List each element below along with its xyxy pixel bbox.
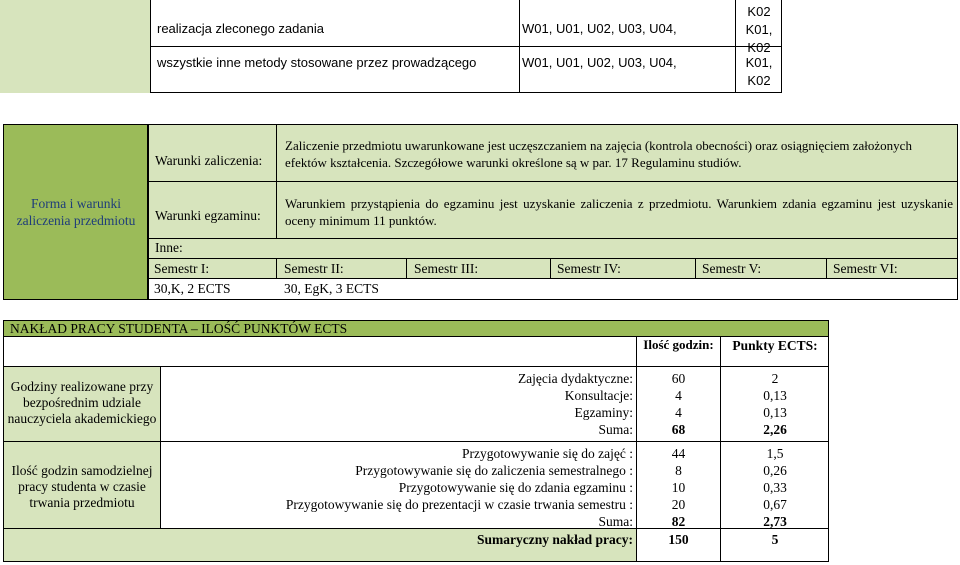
semester-label: Semestr IV: bbox=[557, 261, 621, 276]
group1-label: Godziny realizowane przy bezpośrednim udziale nauczyciela akademickiego bbox=[7, 379, 157, 426]
k-codes-2 bbox=[736, 54, 782, 90]
row-hours: 20 bbox=[671, 497, 686, 512]
row-label: Przygotowywanie się do zaliczenia semestralnego : bbox=[355, 463, 633, 478]
row-ects: 0,67 bbox=[763, 497, 787, 512]
sum-hours: 82 bbox=[671, 514, 686, 529]
inne-label: Inne: bbox=[155, 240, 183, 255]
row-hours: 10 bbox=[671, 480, 686, 495]
semester-values-row bbox=[149, 279, 957, 299]
total-hours: 150 bbox=[668, 532, 689, 547]
semester-label: Semestr III: bbox=[414, 261, 479, 276]
method-codes-2: W01, U01, U02, U03, U04, bbox=[522, 54, 677, 70]
row-ects: 2 bbox=[771, 371, 779, 386]
warunki-egzaminu-text: Warunkiem przystąpienia do egzaminu jest uzyskanie zaliczenia z przedmiotu. Warunkiem zdania egzaminu jest uzyskanie oceny minimum 11 punktów. bbox=[285, 196, 953, 228]
naklad-header-text: NAKŁAD PRACY STUDENTA – ILOŚĆ PUNKTÓW ECTS bbox=[10, 321, 348, 336]
row-hours: 44 bbox=[671, 446, 686, 461]
semester-value: 30,K, 2 ECTS bbox=[154, 281, 231, 296]
row-label: Przygotowywanie się do zdania egzaminu : bbox=[398, 480, 633, 495]
row-ects: 0,26 bbox=[763, 463, 787, 478]
row-ects: 1,5 bbox=[766, 446, 784, 461]
row-label: Egzaminy: bbox=[574, 405, 633, 420]
semester-value: 30, EgK, 3 ECTS bbox=[284, 281, 379, 296]
k-code: K01, bbox=[745, 22, 773, 37]
row-label: Przygotowywanie się do prezentacji w czasie trwania semestru : bbox=[285, 497, 633, 512]
warunki-egzaminu-label: Warunki egzaminu: bbox=[155, 207, 261, 223]
total-label: Sumaryczny nakład pracy: bbox=[476, 532, 633, 547]
group2-label: Ilość godzin samodzielnej pracy studenta w czasie trwania przedmiotu bbox=[11, 463, 153, 510]
sum-ects: 2,73 bbox=[763, 514, 787, 529]
semester-label: Semestr II: bbox=[284, 261, 344, 276]
semester-label: Semestr I: bbox=[154, 261, 210, 276]
k-codes-1 bbox=[736, 3, 782, 57]
sum-ects: 2,26 bbox=[763, 422, 787, 437]
k-code: K01, bbox=[745, 55, 773, 70]
semester-label: Semestr VI: bbox=[833, 261, 898, 276]
total-ects: 5 bbox=[771, 532, 779, 547]
row-label: Przygotowywanie się do zajęć : bbox=[462, 446, 633, 461]
row-hours: 4 bbox=[675, 405, 682, 420]
method-label-2: wszystkie inne metody stosowane przez prowadzącego bbox=[157, 54, 477, 70]
row-hours: 8 bbox=[675, 463, 682, 478]
warunki-zaliczenia-label: Warunki zaliczenia: bbox=[155, 152, 263, 168]
semester-label: Semestr V: bbox=[702, 261, 762, 276]
k-code: K02 bbox=[747, 40, 771, 55]
row-ects: 0,13 bbox=[763, 405, 787, 420]
col-hours-header: Ilość godzin: bbox=[643, 337, 714, 352]
top-left-band bbox=[0, 0, 150, 93]
row-label: Zajęcia dydaktyczne: bbox=[517, 371, 633, 386]
row-ects: 0,13 bbox=[763, 388, 787, 403]
sum-hours: 68 bbox=[671, 422, 686, 437]
method-codes-1: W01, U01, U02, U03, U04, bbox=[522, 20, 677, 36]
row-label: Konsultacje: bbox=[564, 388, 633, 403]
sum-label: Suma: bbox=[598, 514, 633, 529]
row-hours: 60 bbox=[671, 371, 686, 386]
k-code: K02 bbox=[747, 4, 771, 19]
row-ects: 0,33 bbox=[763, 480, 787, 495]
sum-label: Suma: bbox=[598, 422, 633, 437]
method-label-1: realizacja zleconego zadania bbox=[157, 20, 324, 36]
k-code: K02 bbox=[747, 73, 771, 88]
row-hours: 4 bbox=[675, 388, 682, 403]
warunki-zaliczenia-text: Zaliczenie przedmiotu uwarunkowane jest uczęszczaniem na zajęcia (kontrola obecności) oraz osiągnięciem założonych efektów kształcenia. Szczegółowe warunki określone są w par. 17 Regulaminu studiów. bbox=[285, 138, 912, 170]
col-ects-header: Punkty ECTS: bbox=[732, 338, 818, 353]
forma-left-label: Forma i warunki zaliczenia przedmiotu bbox=[16, 196, 136, 228]
